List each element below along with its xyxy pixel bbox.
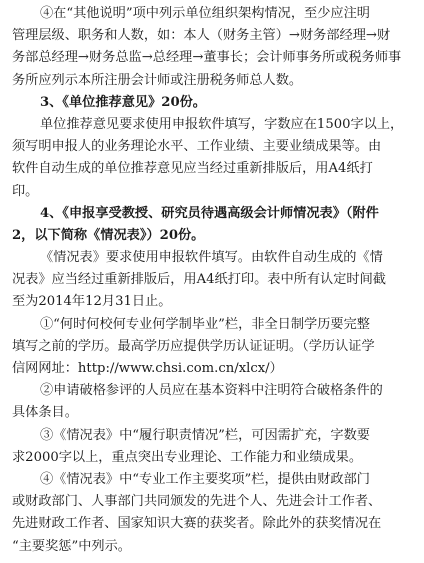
section-heading-4: 4、《申报享受教授、研究员待遇高级会计师情况表》（附件 — [40, 205, 379, 221]
text-line-7: 须写明申报人的业务理论水平、工作业绩、主要业绩成果等。由 — [12, 139, 382, 155]
text-line-25: “主要奖惩”中列示。 — [12, 538, 131, 554]
text-line-19: 具体条目。 — [12, 405, 78, 421]
text-line-14: 至为2014年12月31日止。 — [12, 294, 172, 310]
text-line-8: 软件自动生成的单位推荐意见应当经过重新排版后，用A4纸打 — [12, 161, 373, 177]
text-line-3: 务部总经理→财务总监→总经理→董事长；会计师事务所或税务师事 — [12, 50, 402, 66]
text-line-23: 或财政部门、人事部门共同颁发的先进个人、先进会计工作者、 — [12, 494, 382, 510]
section-heading-3: 3、《单位推荐意见》20份。 — [40, 94, 206, 110]
text-line-6: 单位推荐意见要求使用申报软件填写，字数应在1500字以上， — [40, 116, 404, 132]
text-line-22: ④《情况表》中“专业工作主要奖项”栏，提供由财政部门 — [40, 471, 370, 487]
text-line-24: 先进财政工作者、国家知识大赛的获奖者。除此外的获奖情况在 — [12, 516, 382, 532]
text-line-17-url: 信网网址：http://www.chsi.com.cn/xlcx/） — [12, 361, 283, 376]
text-line-4: 务所应列示本所注册会计师或注册税务师总人数。 — [12, 72, 303, 88]
text-line-16: 填写之前的学历。最高学历应提供学历认证证明。（学历认证学 — [12, 338, 375, 354]
text-line-1: ④在“其他说明”项中列示单位组织架构情况，至少应注明 — [40, 6, 370, 21]
section-heading-4-cont: 2，以下简称《情况表》）20份。 — [12, 227, 205, 243]
text-line-15: ①“何时何校何专业何学制毕业”栏，非全日制学历要完整 — [40, 316, 370, 332]
text-line-18: ②申请破格参评的人员应在基本资料中注明符合破格条件的 — [40, 383, 383, 399]
text-line-12: 《情况表》要求使用申报软件填写。由软件自动生成的《情 — [40, 250, 383, 266]
text-line-13: 况表》应当经过重新排版后，用A4纸打印。表中所有认定时间截 — [12, 272, 386, 288]
text-line-21: 求2000字以上，重点突出专业理论、工作能力和业绩成果。 — [12, 449, 363, 465]
text-line-20: ③《情况表》中“履行职责情况”栏，可因需扩充，字数要 — [40, 427, 370, 443]
text-line-9: 印。 — [12, 183, 39, 199]
text-line-2: 管理层级、职务和人数，如：本人（财务主管）→财务部经理→财 — [12, 28, 391, 44]
